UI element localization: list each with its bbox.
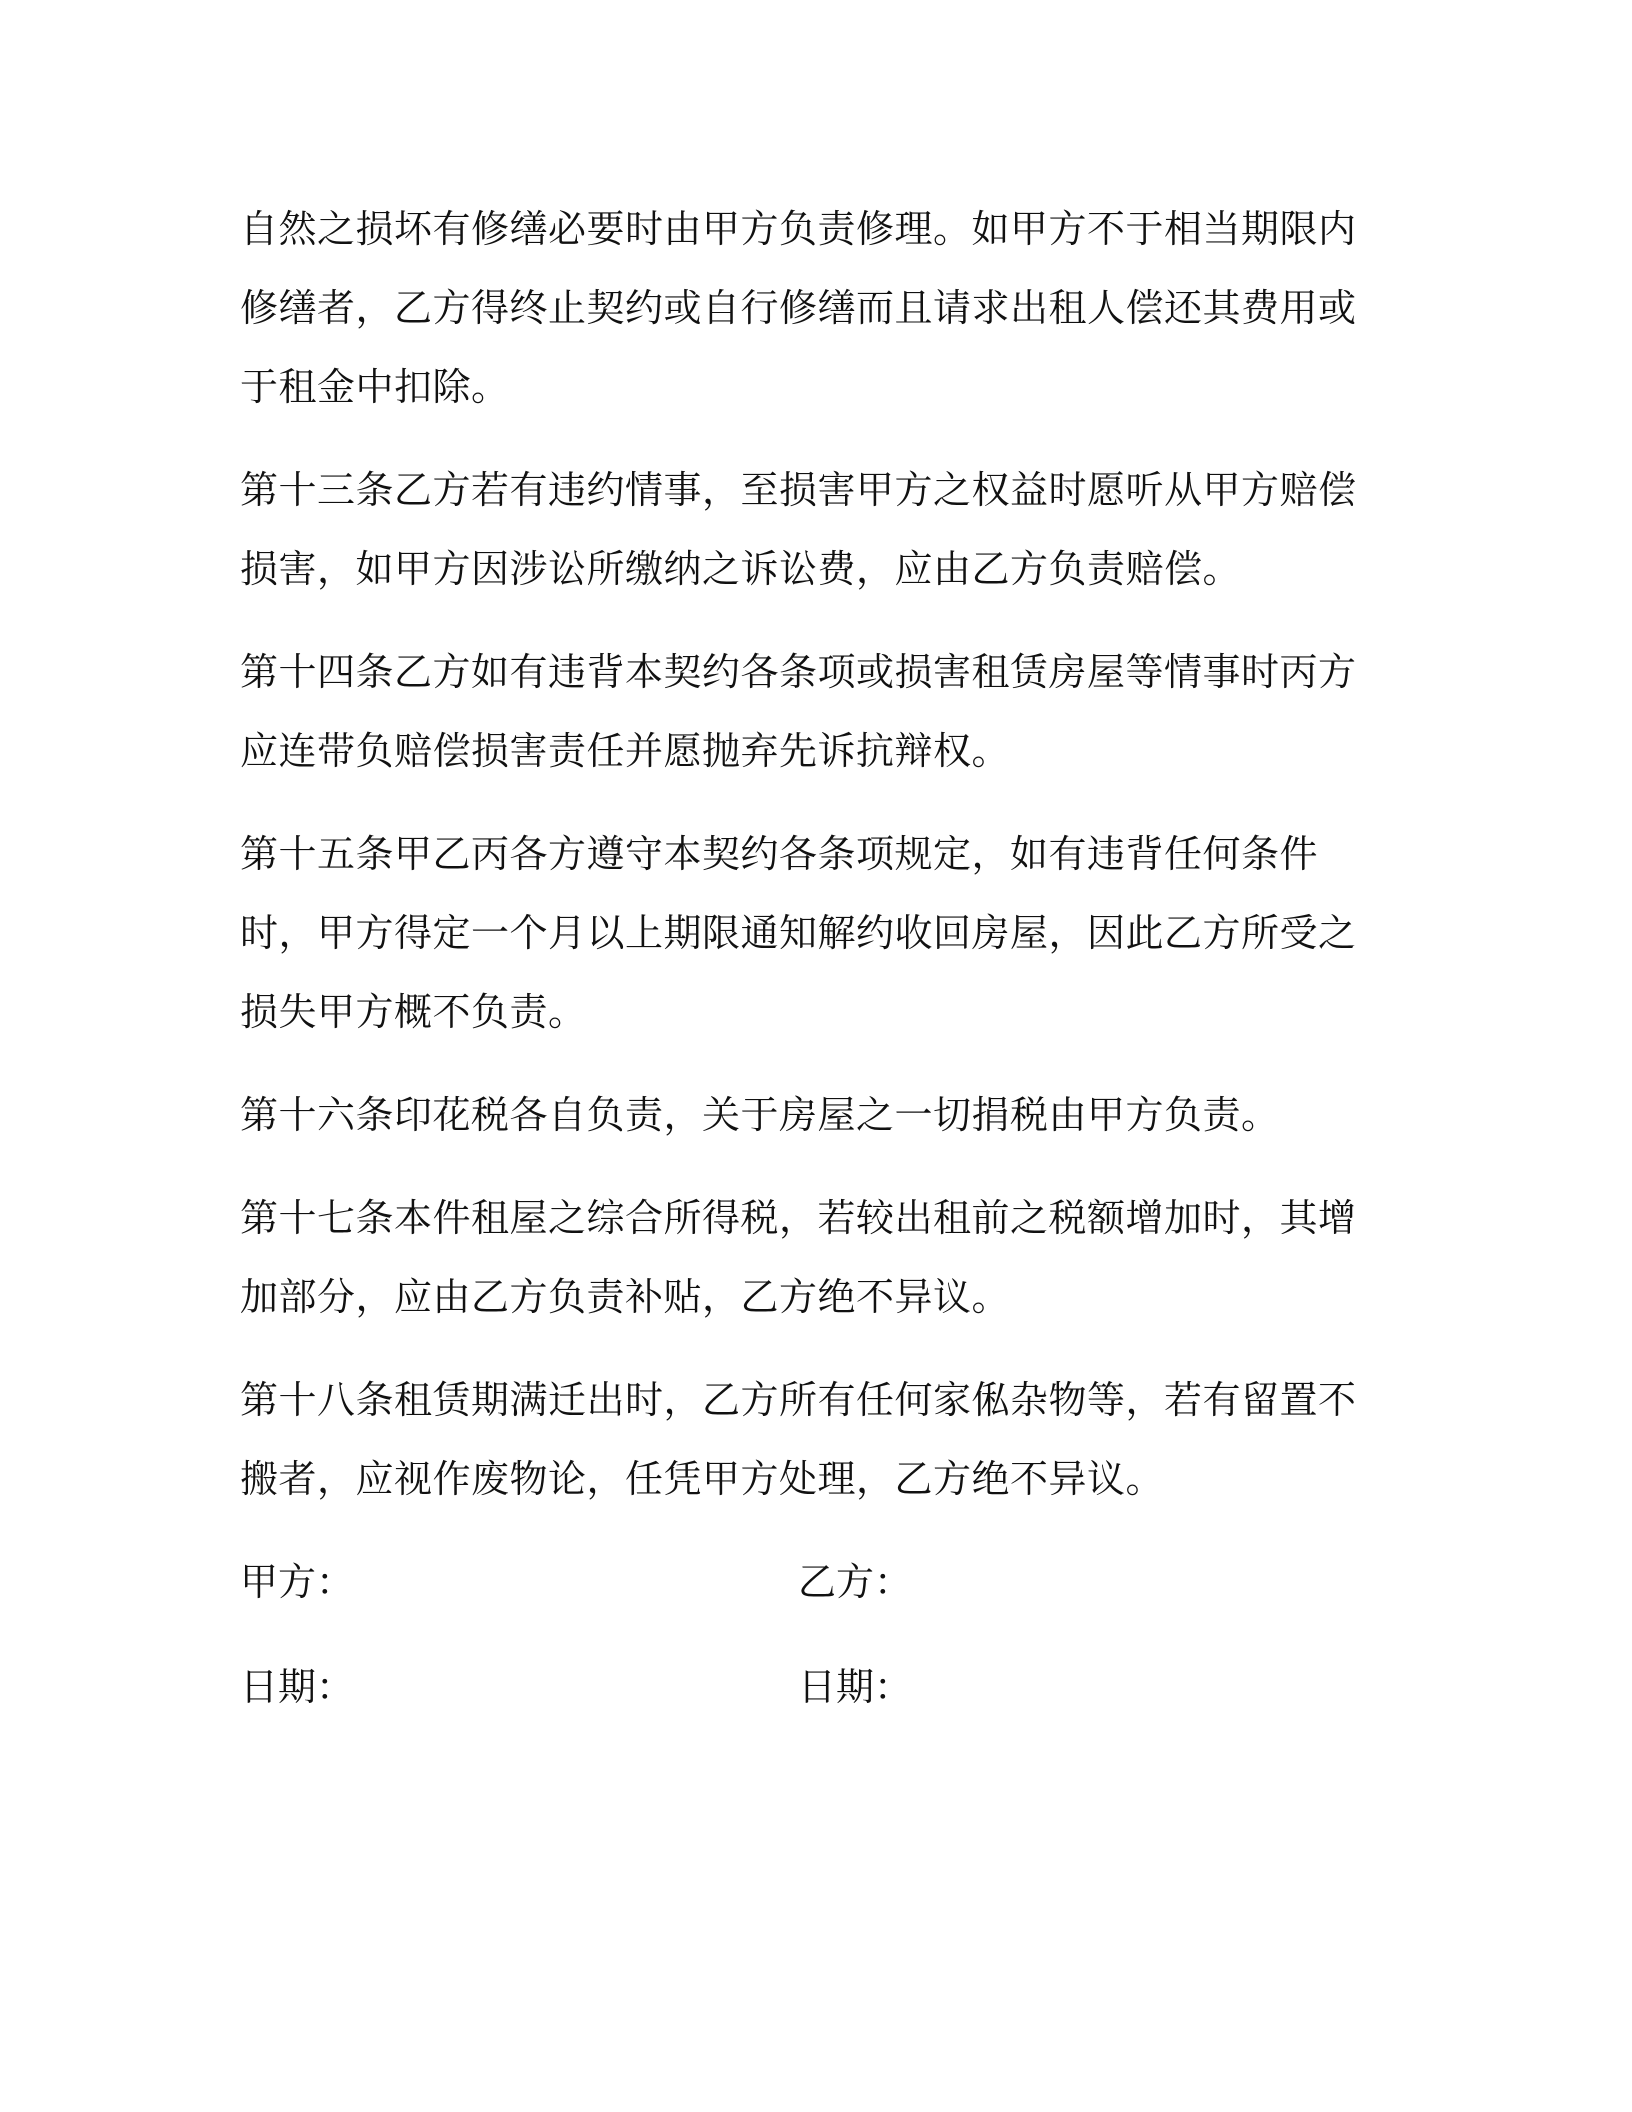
paragraph-article-14: 第十四条乙方如有违背本契约各条项或损害租赁房屋等情事时丙方应连带负赔偿损害责任并愿抛弃先诉抗辩权。 bbox=[240, 650, 1357, 773]
date-a-label: 日期： bbox=[240, 1665, 355, 1709]
paragraph-repair-clause: 自然之损坏有修缮必要时由甲方负责修理。如甲方不于相当期限内修缮者，乙方得终止契约或自行修缮而且请求出租人偿还其费用或于租金中扣除。 bbox=[240, 207, 1357, 409]
paragraph-article-15: 第十五条甲乙丙各方遵守本契约各条项规定，如有违背任何条件时，甲方得定一个月以上期限通知解约收回房屋，因此乙方所受之损失甲方概不负责。 bbox=[240, 832, 1357, 1034]
party-a-label: 甲方： bbox=[240, 1560, 355, 1604]
signature-row-dates bbox=[240, 1648, 1370, 1727]
document-page bbox=[240, 190, 1370, 1753]
signature-row-parties bbox=[240, 1543, 1370, 1622]
paragraph-article-17: 第十七条本件租屋之综合所得税，若较出租前之税额增加时，其增加部分，应由乙方负责补贴，乙方绝不异议。 bbox=[240, 1196, 1357, 1319]
date-b-label: 日期： bbox=[798, 1665, 913, 1709]
party-b-label: 乙方： bbox=[798, 1560, 913, 1604]
paragraph-article-16: 第十六条印花税各自负责，关于房屋之一切捐税由甲方负责。 bbox=[240, 1093, 1280, 1137]
paragraph-article-13: 第十三条乙方若有违约情事，至损害甲方之权益时愿听从甲方赔偿损害，如甲方因涉讼所缴纳之诉讼费，应由乙方负责赔偿。 bbox=[240, 468, 1357, 591]
paragraph-article-18: 第十八条租赁期满迁出时，乙方所有任何家俬杂物等，若有留置不搬者，应视作废物论，任凭甲方处理，乙方绝不异议。 bbox=[240, 1378, 1357, 1501]
